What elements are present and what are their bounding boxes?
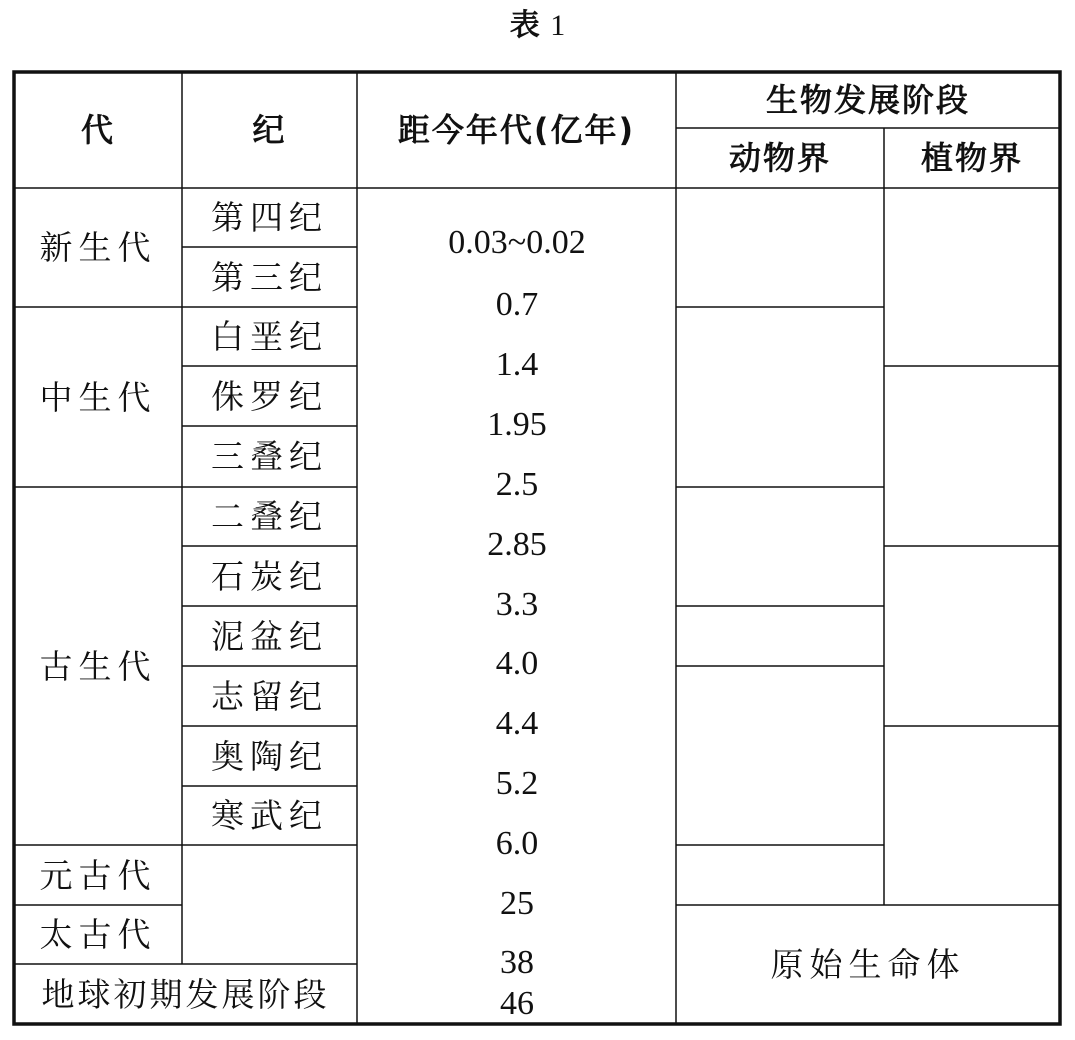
age-value: 2.85	[487, 526, 547, 563]
header-plant-kingdom: 植物界	[920, 139, 1023, 177]
age-value: 25	[500, 885, 534, 922]
age-value: 6.0	[495, 825, 539, 862]
header-life-stage: 生物发展阶段	[765, 81, 970, 119]
era-cell: 中生代	[39, 377, 157, 417]
age-value: 5.2	[495, 765, 539, 802]
period-cell: 二叠纪	[211, 497, 328, 536]
header-era: 代	[80, 111, 115, 149]
age-value: 4.0	[495, 645, 539, 682]
header-years-ago: 距今年代(亿年)	[397, 111, 636, 149]
age-value: 2.5	[495, 466, 539, 503]
era-cell: 元古代	[39, 855, 157, 895]
age-value: 1.4	[495, 346, 539, 383]
table-caption-label: 表	[509, 8, 540, 43]
period-cell: 第三纪	[211, 257, 328, 297]
table-caption-number: 1	[550, 9, 566, 42]
period-cell: 三叠纪	[211, 437, 328, 476]
age-value: 46	[500, 985, 534, 1022]
period-cell: 第四纪	[211, 198, 328, 237]
age-value: 0.03~0.02	[448, 224, 586, 261]
period-cell: 奥陶纪	[211, 736, 328, 776]
header-period: 纪	[252, 111, 287, 149]
age-value: 4.4	[495, 705, 539, 742]
age-value: 3.3	[495, 586, 539, 623]
period-cell: 白垩纪	[211, 317, 328, 356]
primitive-life-cell: 原始生命体	[770, 945, 966, 984]
period-cell: 侏罗纪	[211, 376, 328, 416]
era-cell: 太古代	[39, 915, 157, 954]
age-value: 38	[500, 944, 534, 981]
period-cell: 石炭纪	[211, 556, 328, 596]
header-animal-kingdom: 动物界	[728, 139, 831, 177]
era-cell: 新生代	[39, 228, 157, 267]
period-cell: 志留纪	[211, 676, 328, 716]
age-value: 0.7	[495, 286, 539, 323]
era-cell: 地球初期发展阶段	[41, 974, 330, 1014]
age-value: 1.95	[487, 406, 547, 443]
period-cell: 泥盆纪	[211, 616, 328, 656]
era-cell: 古生代	[39, 646, 157, 686]
period-cell: 寒武纪	[211, 796, 328, 835]
